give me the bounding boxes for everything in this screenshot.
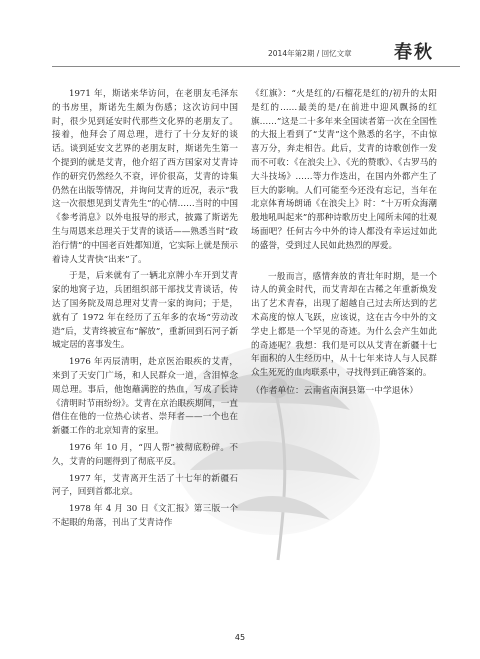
page-number: 45 (234, 633, 246, 642)
issue-label: 2014年第2期 / 回忆文章 (268, 49, 352, 58)
paragraph: 于是，后来就有了一辆北京牌小车开到艾青家的地窝子边，兵团组织部干部找艾青谈话，传达了国务院及周总理对艾青一家的询问；于是，就有了 1972 年在经历了五年多的农场“劳动改造”后，艾青终被宣布“解放”，重新回到石河子新城定居的喜事发生。 (52, 271, 238, 351)
paragraph: 1971 年，斯诺来华访问，在老朋友毛泽东的书房里，斯诺先生颇为伤感；这次访问中国时，很少见到延安时代那些文化界的老朋友了。接着，他拜会了周总理，进行了十分友好的谈话。谈到延安文艺界的老朋友时，斯诺先生第一个提到的就是艾青，他介绍了西方国家对艾青诗作的研究仍然经久不衰，评价很高，艾青的诗集仍然在出版等情况，并询问艾青的近况，表示“我这一次很想见到艾青先生”的心情……当时的中国《参考消息》以外电报导的形式，披露了斯诺先生与周恩来总理关于艾青的谈话——熟悉当时“政治行情”的中国老百姓都知道，它实际上就是预示着诗人艾青快“出来”了。 (52, 89, 238, 265)
paragraph: 《红旗》：“火是红的/石榴花是红的/初升的太阳是红的……最美的是/在前进中迎风飘扬的红旗……”这是二十多年来全国读者第一次在全国性的大报上看到了“艾青”这个熟悉的名字，不由惊喜万分，奔走相告。此后，艾青的诗歌创作一发而不可收：《在浪尖上》、《光的赞歌》、《古罗马的大斗技场》……等力作迭出，在国内外都产生了巨大的影响。人们可能至今还没有忘记，当年在北京体育场朗诵《在浪尖上》时：“十万听众海潮般地吼叫起来”的那种诗歌历史上闻所未闻的壮观场面吧？任何古今中外的诗人都没有幸运过如此的盛誉，受到过人民如此热烈的厚爱。 (251, 89, 437, 251)
author-affiliation: （作者单位：云南省南涧县第一中学退休） (251, 385, 419, 396)
magazine-logo: 春秋 (394, 42, 434, 63)
header-divider (52, 66, 460, 67)
paragraph: 1978 年 4 月 30 日《文汇报》第三版一个不起眼的角落，刊出了艾青诗作 (52, 504, 238, 528)
page-header (0, 0, 480, 74)
paragraph: 一般而言，感情奔放的青壮年时期，是一个诗人的黄金时代，而艾青却在古稀之年重新焕发出了艺术青春，出现了超越自己过去所达到的艺术高度的惊人飞跃，应该说，这在古今中外的文学史上都是一个罕见的奇迹。为什么会产生如此的奇迹呢？我想：我们是可以从艾青在新疆十七年面积的人生经历中，从十七年来诗人与人民群众生死死的血肉联系中，寻找得到正确答案的。 (251, 271, 437, 379)
right-text-column (251, 88, 437, 402)
paragraph: 1976 年 10 月，“四人帮”被彻底粉碎。不久，艾青的问题得到了彻底平反。 (52, 442, 238, 467)
paragraph-gap (251, 257, 437, 271)
left-text-column (52, 88, 238, 534)
paragraph: 1976 年丙辰清明，赴京医治眼疾的艾青，来到了天安门广场，和人民群众一道，含泪悼念周总理。事后，他饱蘸满腔的热血，写成了长诗《清明时节雨纷纷》。艾青在京治眼疾期间，一直借住在他的一位热心读者、崇拜者——一个也在新疆工作的北京知青的家里。 (52, 357, 238, 437)
paragraph: 1977 年，艾青离开生活了十七年的新疆石河子，回到首都北京。 (52, 473, 238, 498)
